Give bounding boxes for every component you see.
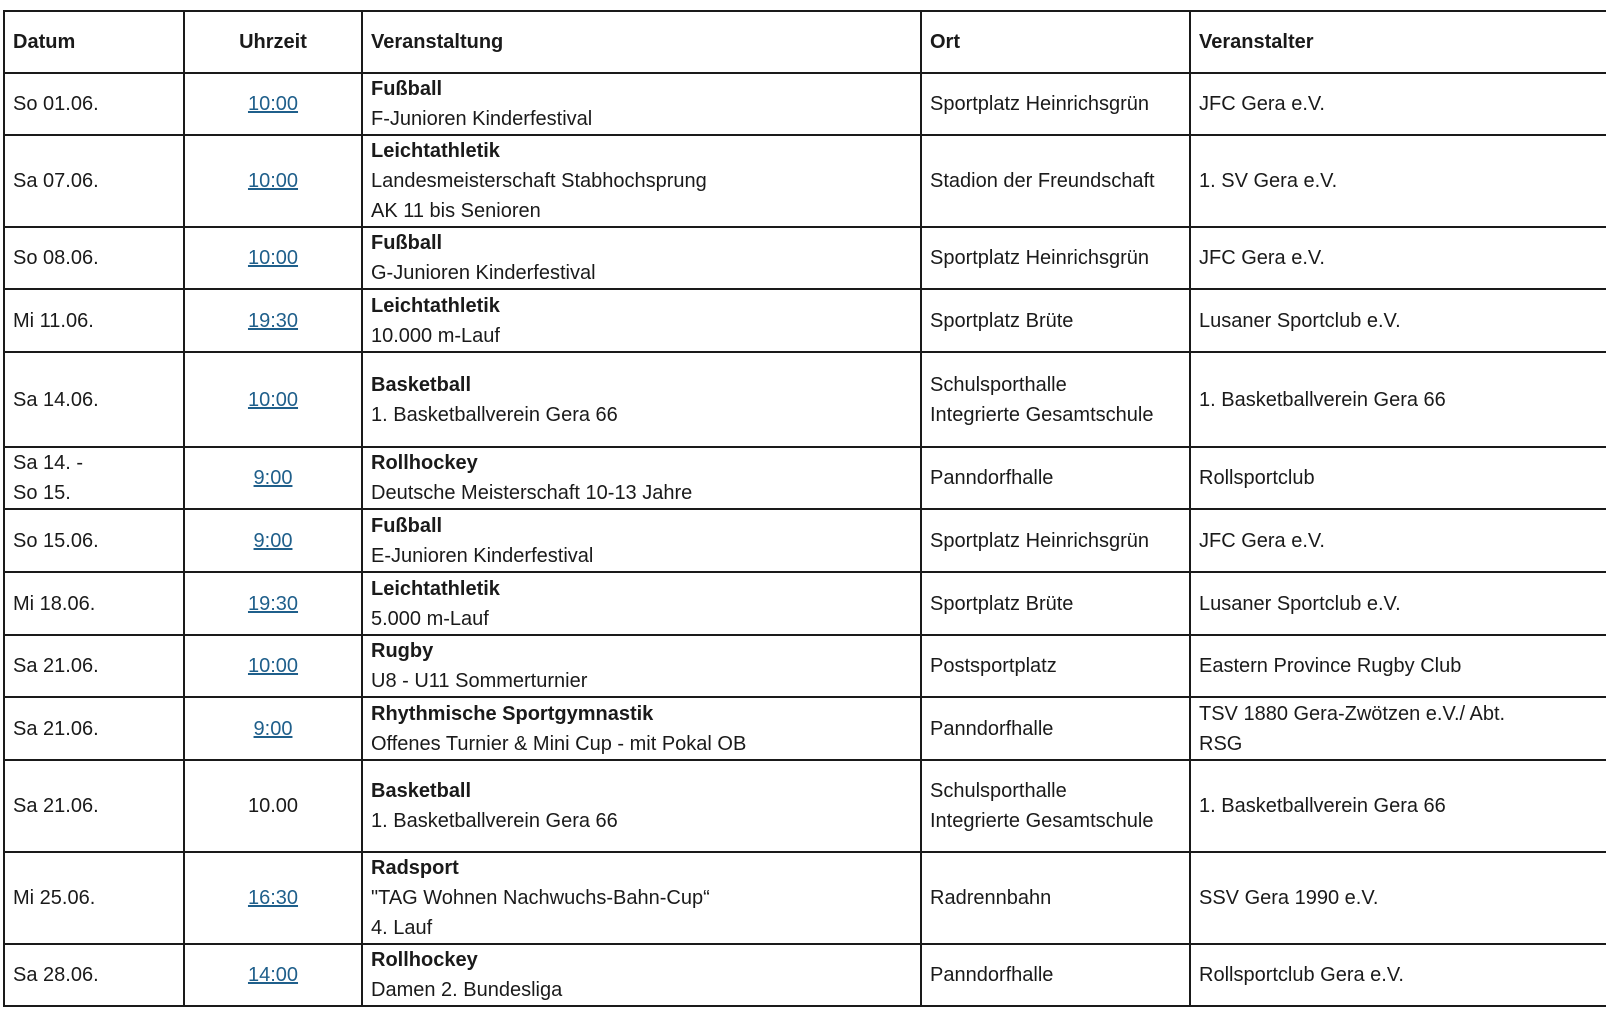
- table-row: [4, 289, 1606, 352]
- cell-date: [4, 135, 184, 227]
- cell-date: [4, 289, 184, 352]
- date-line: So 01.06.: [13, 93, 99, 115]
- event-detail-line: 1. Basketballverein Gera 66: [371, 810, 618, 832]
- cell-date: [4, 572, 184, 635]
- cell-place: [921, 509, 1190, 572]
- time-link[interactable]: 9:00: [253, 467, 293, 489]
- cell-date: [4, 352, 184, 447]
- date-line: Sa 14. -: [13, 452, 84, 474]
- cell-place: [921, 135, 1190, 227]
- date-line: Sa 14.06.: [13, 388, 99, 411]
- cell-place: [921, 73, 1190, 135]
- organizer-line: Rollsportclub Gera e.V.: [1199, 964, 1404, 986]
- cell-organizer: [1190, 447, 1606, 509]
- cell-time: [184, 447, 362, 509]
- table-row: [4, 944, 1606, 1006]
- time-link[interactable]: 10:00: [247, 247, 299, 269]
- table-row: [4, 697, 1606, 760]
- place-line: Sportplatz Brüte: [930, 592, 1074, 615]
- event-detail-line: "TAG Wohnen Nachwuchs-Bahn-Cup“: [371, 887, 710, 909]
- event-sport: Leichtathletik: [371, 294, 500, 317]
- cell-place: [921, 944, 1190, 1006]
- event-detail-line: Landesmeisterschaft Stabhochsprung: [371, 170, 707, 192]
- place-line: Sportplatz Heinrichsgrün: [930, 247, 1149, 269]
- cell-place: [921, 760, 1190, 852]
- cell-organizer: [1190, 635, 1606, 697]
- organizer-line: 1. Basketballverein Gera 66: [1199, 388, 1446, 411]
- events-table-container: [3, 10, 1606, 1007]
- cell-event: [362, 509, 921, 572]
- table-row: [4, 760, 1606, 852]
- event-sport: Rhythmische Sportgymnastik: [371, 702, 654, 725]
- cell-time: [184, 135, 362, 227]
- event-sport: Basketball: [371, 780, 472, 802]
- cell-organizer: [1190, 944, 1606, 1006]
- table-row: [4, 852, 1606, 944]
- cell-time: [184, 289, 362, 352]
- cell-time: [184, 227, 362, 289]
- cell-event: [362, 852, 921, 944]
- cell-date: [4, 852, 184, 944]
- cell-place: [921, 852, 1190, 944]
- date-line: Sa 21.06.: [13, 795, 99, 817]
- place-line: Sportplatz Heinrichsgrün: [930, 93, 1149, 115]
- date-line: So 08.06.: [13, 247, 99, 269]
- cell-event: [362, 944, 921, 1006]
- event-detail-line: U8 - U11 Sommerturnier: [371, 670, 588, 692]
- time-link[interactable]: 9:00: [253, 717, 293, 740]
- cell-place: [921, 352, 1190, 447]
- date-line: Sa 07.06.: [13, 170, 99, 192]
- table-header: [4, 11, 1606, 73]
- cell-time: [184, 760, 362, 852]
- cell-date: [4, 447, 184, 509]
- date-line: Mi 11.06.: [13, 309, 94, 332]
- table-row: [4, 447, 1606, 509]
- place-line: Schulsporthalle: [930, 373, 1067, 396]
- date-line: Mi 25.06.: [13, 887, 96, 909]
- event-sport: Fußball: [371, 78, 443, 100]
- header-datum: Datum: [4, 11, 184, 73]
- organizer-line: 1. SV Gera e.V.: [1199, 170, 1338, 192]
- time-link[interactable]: 14:00: [247, 964, 299, 986]
- date-line: So 15.: [13, 482, 71, 504]
- cell-event: [362, 447, 921, 509]
- event-sport: Basketball: [371, 373, 472, 396]
- event-sport: Rollhockey: [371, 452, 478, 474]
- organizer-line: TSV 1880 Gera-Zwötzen e.V./ Abt.: [1199, 702, 1506, 725]
- event-sport: Rollhockey: [371, 949, 478, 971]
- time-text: 10.00: [247, 795, 299, 817]
- organizer-line: Rollsportclub: [1199, 467, 1315, 489]
- cell-organizer: [1190, 572, 1606, 635]
- header-row: [4, 11, 1606, 73]
- time-link[interactable]: 19:30: [247, 309, 299, 332]
- cell-organizer: [1190, 227, 1606, 289]
- place-line: Panndorfhalle: [930, 964, 1054, 986]
- event-detail-line: 1. Basketballverein Gera 66: [371, 403, 618, 426]
- event-sport: Leichtathletik: [371, 140, 500, 162]
- cell-place: [921, 635, 1190, 697]
- cell-date: [4, 227, 184, 289]
- event-detail-line: Offenes Turnier & Mini Cup - mit Pokal OB: [371, 732, 747, 755]
- place-line: Radrennbahn: [930, 887, 1052, 909]
- organizer-line: 1. Basketballverein Gera 66: [1199, 795, 1446, 817]
- place-line: Sportplatz Brüte: [930, 309, 1074, 332]
- table-row: [4, 635, 1606, 697]
- cell-place: [921, 572, 1190, 635]
- cell-organizer: [1190, 135, 1606, 227]
- cell-date: [4, 509, 184, 572]
- place-line: Stadion der Freundschaft: [930, 170, 1155, 192]
- date-line: Sa 21.06.: [13, 655, 99, 677]
- organizer-line: JFC Gera e.V.: [1199, 93, 1325, 115]
- cell-place: [921, 697, 1190, 760]
- event-detail-line: Damen 2. Bundesliga: [371, 979, 563, 1001]
- organizer-line: SSV Gera 1990 e.V.: [1199, 887, 1379, 909]
- cell-event: [362, 635, 921, 697]
- table-body: [4, 73, 1606, 1006]
- table-row: [4, 572, 1606, 635]
- event-detail-line: AK 11 bis Senioren: [371, 200, 541, 222]
- organizer-line: Lusaner Sportclub e.V.: [1199, 309, 1401, 332]
- cell-event: [362, 227, 921, 289]
- cell-time: [184, 509, 362, 572]
- cell-date: [4, 944, 184, 1006]
- time-link[interactable]: 10:00: [247, 170, 299, 192]
- cell-date: [4, 635, 184, 697]
- cell-place: [921, 447, 1190, 509]
- place-line: Panndorfhalle: [930, 717, 1054, 740]
- time-link[interactable]: 10:00: [247, 93, 299, 115]
- organizer-line: JFC Gera e.V.: [1199, 247, 1325, 269]
- table-row: [4, 352, 1606, 447]
- table-row: [4, 73, 1606, 135]
- date-line: Sa 28.06.: [13, 964, 99, 986]
- table-row: [4, 227, 1606, 289]
- time-link[interactable]: 9:00: [253, 529, 293, 552]
- date-line: Sa 21.06.: [13, 717, 99, 740]
- table-row: [4, 509, 1606, 572]
- cell-time: [184, 697, 362, 760]
- organizer-line: RSG: [1199, 732, 1243, 755]
- event-detail-line: E-Junioren Kinderfestival: [371, 544, 594, 567]
- cell-organizer: [1190, 73, 1606, 135]
- cell-time: [184, 635, 362, 697]
- event-detail-line: F-Junioren Kinderfestival: [371, 108, 593, 130]
- organizer-line: Lusaner Sportclub e.V.: [1199, 592, 1401, 615]
- cell-date: [4, 760, 184, 852]
- place-line: Panndorfhalle: [930, 467, 1054, 489]
- place-line: Schulsporthalle: [930, 780, 1067, 802]
- cell-event: [362, 760, 921, 852]
- cell-event: [362, 572, 921, 635]
- time-link[interactable]: 16:30: [247, 887, 299, 909]
- event-sport: Rugby: [371, 640, 434, 662]
- organizer-line: JFC Gera e.V.: [1199, 529, 1325, 552]
- cell-event: [362, 73, 921, 135]
- time-link[interactable]: 10:00: [247, 388, 299, 411]
- time-link[interactable]: 19:30: [247, 592, 299, 615]
- header-uhrzeit: Uhrzeit: [184, 11, 362, 73]
- cell-time: [184, 852, 362, 944]
- event-detail-line: 5.000 m-Lauf: [371, 607, 489, 630]
- event-sport: Radsport: [371, 857, 459, 879]
- cell-date: [4, 697, 184, 760]
- cell-organizer: [1190, 509, 1606, 572]
- cell-organizer: [1190, 289, 1606, 352]
- event-sport: Leichtathletik: [371, 577, 500, 600]
- cell-time: [184, 352, 362, 447]
- table-row: [4, 135, 1606, 227]
- header-veranstalter: Veranstalter: [1190, 11, 1606, 73]
- cell-organizer: [1190, 352, 1606, 447]
- event-sport: Fußball: [371, 232, 443, 254]
- cell-organizer: [1190, 760, 1606, 852]
- date-line: Mi 18.06.: [13, 592, 96, 615]
- cell-event: [362, 289, 921, 352]
- cell-time: [184, 944, 362, 1006]
- cell-event: [362, 697, 921, 760]
- event-detail-line: 4. Lauf: [371, 917, 433, 939]
- events-table: [3, 10, 1606, 1007]
- event-detail-line: Deutsche Meisterschaft 10-13 Jahre: [371, 482, 693, 504]
- cell-time: [184, 73, 362, 135]
- place-line: Sportplatz Heinrichsgrün: [930, 529, 1149, 552]
- cell-organizer: [1190, 852, 1606, 944]
- event-sport: Fußball: [371, 514, 443, 537]
- place-line: Postsportplatz: [930, 655, 1057, 677]
- event-detail-line: G-Junioren Kinderfestival: [371, 262, 596, 284]
- header-ort: Ort: [921, 11, 1190, 73]
- cell-event: [362, 352, 921, 447]
- cell-place: [921, 227, 1190, 289]
- place-line: Integrierte Gesamtschule: [930, 403, 1154, 426]
- cell-organizer: [1190, 697, 1606, 760]
- cell-event: [362, 135, 921, 227]
- time-link[interactable]: 10:00: [247, 655, 299, 677]
- header-veranstaltung: Veranstaltung: [362, 11, 921, 73]
- organizer-line: Eastern Province Rugby Club: [1199, 655, 1462, 677]
- cell-place: [921, 289, 1190, 352]
- place-line: Integrierte Gesamtschule: [930, 810, 1154, 832]
- cell-date: [4, 73, 184, 135]
- date-line: So 15.06.: [13, 529, 99, 552]
- cell-time: [184, 572, 362, 635]
- event-detail-line: 10.000 m-Lauf: [371, 324, 500, 347]
